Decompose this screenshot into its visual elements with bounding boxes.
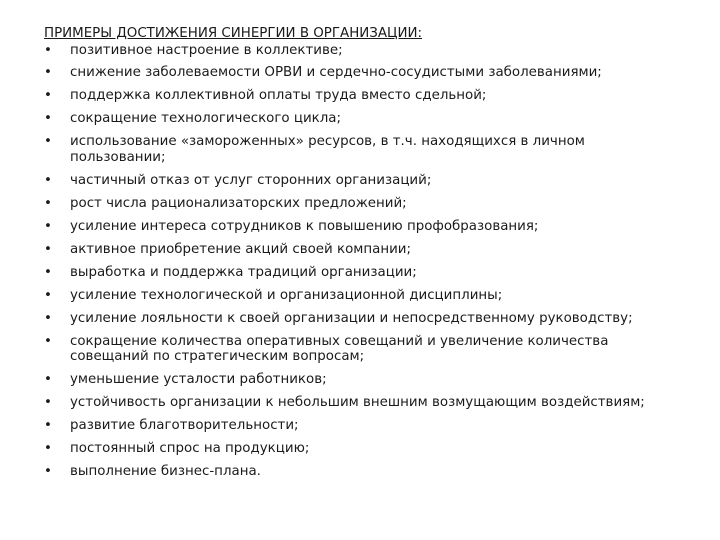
bullet-icon: •: [44, 463, 52, 479]
list-item-text: усиление технологической и организационной дисциплины;: [70, 287, 503, 303]
list-item: [44, 65, 684, 80]
list-item-text: выработка и поддержка традиций организации;: [70, 264, 417, 280]
list-item: [44, 311, 684, 326]
list-item: [44, 134, 684, 165]
list-item-text: сокращение количества оперативных совещаний и увеличение количества совещаний по стратегическим вопросам;: [70, 333, 609, 364]
bullet-icon: •: [44, 42, 52, 58]
bullet-icon: •: [44, 310, 52, 326]
list-item: [44, 196, 684, 211]
list-item-text: устойчивость организации к небольшим внешним возмущающим воздействиям;: [70, 394, 645, 410]
bullet-icon: •: [44, 88, 52, 104]
list-item: [44, 372, 684, 387]
list-item-text: рост числа рационализаторских предложений;: [70, 195, 407, 211]
list-item-text: уменьшение усталости работников;: [70, 371, 327, 387]
list-item: [44, 418, 684, 433]
bullet-icon: •: [44, 287, 52, 303]
list-item: [44, 334, 684, 365]
bullet-icon: •: [44, 417, 52, 433]
slide-content: [44, 25, 684, 479]
list-item: [44, 265, 684, 280]
bullet-icon: •: [44, 195, 52, 211]
bullet-icon: •: [44, 241, 52, 257]
list-item: [44, 173, 684, 188]
list-item-text: позитивное настроение в коллективе;: [70, 42, 343, 58]
list-item-text: усиление интереса сотрудников к повышению профобразования;: [70, 218, 539, 234]
list-item: [44, 111, 684, 126]
list-item: [44, 43, 684, 58]
list-item-text: частичный отказ от услуг сторонних организаций;: [70, 172, 432, 188]
list-item-text: поддержка коллективной оплаты труда вместо сдельной;: [70, 88, 487, 104]
synergy-examples-list: [44, 43, 684, 480]
bullet-icon: •: [44, 371, 52, 387]
list-item: [44, 219, 684, 234]
bullet-icon: •: [44, 394, 52, 410]
bullet-icon: •: [44, 172, 52, 188]
list-item: [44, 242, 684, 257]
list-item-text: активное приобретение акций своей компании;: [70, 241, 411, 257]
bullet-icon: •: [44, 333, 52, 349]
list-item: [44, 88, 684, 103]
list-item: [44, 464, 684, 479]
list-item: [44, 395, 684, 410]
bullet-icon: •: [44, 440, 52, 456]
list-item-text: сокращение технологического цикла;: [70, 111, 342, 127]
list-item-text: постоянный спрос на продукцию;: [70, 440, 310, 456]
bullet-icon: •: [44, 218, 52, 234]
list-item-text: использование «замороженных» ресурсов, в т.ч. находящихся в личном пользовании;: [70, 134, 585, 165]
bullet-icon: •: [44, 264, 52, 280]
bullet-icon: •: [44, 134, 52, 150]
bullet-icon: •: [44, 111, 52, 127]
list-item-text: развитие благотворительности;: [70, 417, 299, 433]
list-item: [44, 441, 684, 456]
list-item-text: усиление лояльности к своей организации и непосредственному руководству;: [70, 310, 633, 326]
list-item-text: выполнение бизнес-плана.: [70, 463, 261, 479]
slide-title: ПРИМЕРЫ ДОСТИЖЕНИЯ СИНЕРГИИ В ОРГАНИЗАЦИИ:: [44, 26, 422, 41]
list-item-text: снижение заболеваемости ОРВИ и сердечно-сосудистыми заболеваниями;: [70, 65, 602, 81]
bullet-icon: •: [44, 65, 52, 81]
list-item: [44, 288, 684, 303]
